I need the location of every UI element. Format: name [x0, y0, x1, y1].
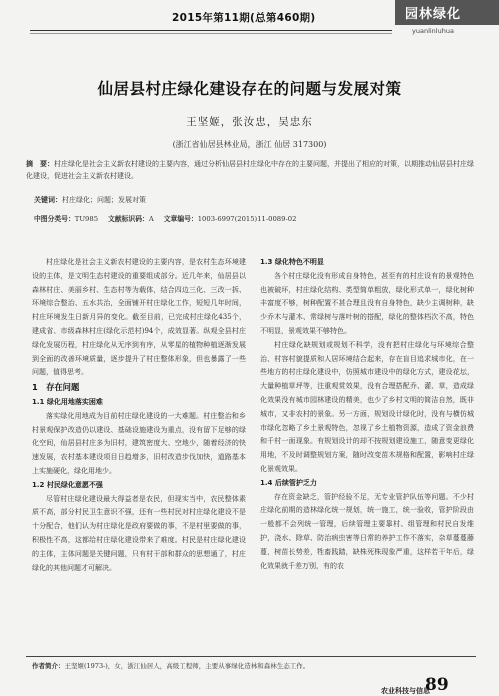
paragraph-1-3a: 各个村庄绿化没有形成自身特色，甚至有的村庄设有的景观特色也被破坏，村庄绿化结构、类型简单粗放，绿化形式单一，绿化树种丰富度不够，树种配置不甚合理且没有自身特色，缺少主调树种，缺少乔木与灌木、常绿树与落叶树的搭配，绿化的整体档次不高，特色不明显，景观效果不够特色。 [260, 271, 474, 335]
author-footnote [32, 661, 472, 670]
clc-value: TU985 [74, 215, 99, 223]
abstract-text: 村庄绿化是社会主义新农村建设的主要内容，通过分析仙居县村庄绿化中存在的主要问题，并提出了相应的对策，以期推动仙居县村庄绿化建设，促进社会主义新农村建设。 [26, 160, 474, 180]
doc-code-label: 文献标识码： [108, 215, 149, 223]
article-id-label: 文章编号： [163, 215, 198, 223]
footer-journal-name: 农业科技与信息 [381, 687, 430, 695]
subsection-heading-1-3: 1.3 绿化特色不明显 [260, 258, 324, 266]
article-title: 仙居县村庄绿化建设存在的问题与发展对策 [97, 79, 402, 98]
header-rule [30, 30, 392, 31]
section-heading-problems: 1 存在问题 [32, 382, 80, 393]
left-column [32, 256, 246, 575]
subsection-heading-1-2: 1.2 村民绿化意愿不强 [32, 480, 103, 489]
footnote-label: 作者简介： [32, 662, 65, 670]
paragraph-1-1: 落实绿化用地成为目前村庄绿化建设的一大难题。村庄整治和乡村景观保护改造仍以建设、基础设施建设为重点，没有留下足够的绿化空间，仙居县村庄多为旧村，建筑密度大、空地少，随着经济的快速发展，农村基本建设项目日趋增多，旧村改造步伐加快，道路基本上实施硬化，绿化用地少。 [32, 411, 246, 475]
journal-pinyin: yuanlinluhua [412, 27, 454, 35]
subsection-heading-1-4: 1.4 后续管护乏力 [260, 478, 317, 487]
paragraph-1-3b: 村庄绿化缺规划或规划不科学，没有把村庄绿化与环境综合整治、村容村貌提质和人居环境结合起来，存在盲目追求城市化，在一些地方的村庄绿化建设中，仿照城市建设中的绿化方式，建设花坛，大量种植草坪等，注重观赏效果，没有合理搭配乔、灌、草，造成绿化效果没有城市园林建设的精美，也少了乡村文明的简洁自然，既非城市，又非农村的景象。另一方面，规划设计绿化时，没有与横仿城市绿化忽略了乡土景观特色，忽视了乡土植物资源，造成了资金浪费和千村一面现象。有规划设计的却不按规划建设施工，随意变更绿化用地，不及时调整规划方案，随时改变苗木规格和配置，影响村庄绿化景观效果。 [260, 340, 474, 473]
footnote-text: 王坚姬(1973-)，女，浙江仙居人，高级工程师，主要从事绿化造林和森林生态工作。 [64, 662, 310, 670]
header-rule-thin [30, 33, 392, 34]
abstract-label: 摘 要： [26, 160, 54, 168]
subsection-heading-1-1: 1.1 绿化用地落实困难 [32, 397, 103, 406]
paragraph-1-4: 存在资金缺乏，管护经验不足，无专业管护队伍等问题。不少村庄绿化前期的造林绿化统一规划，统一施工，统一验收，管护阶段由一般都不会列统一管理，后续管理主要靠村、组管理和村民自发维护，浇水、除草、防治病虫害等日常的养护工作不落实，杂草蔓蔓藤蔓，树苗长势差，牲畜践踏，缺株死株现象严重，这样若干年后，绿化效果就千差万别，有的农 [260, 492, 474, 570]
article-authors: 王坚姬，张汝忠，吴忠东 [186, 116, 313, 128]
running-header [0, 0, 499, 42]
doc-code-value: A [148, 215, 154, 223]
author-affiliation: (浙江省仙居县林业局，浙江 仙居 317300) [172, 140, 327, 149]
paragraph-1-2: 尽管村庄绿化建设最大得益者是农民，但现实当中，农民整体素质不高，部分村民卫生意识不强，还有一些村民对村庄绿化建设不是十分配合，他们认为村庄绿化是政府要做的事，不是村里要做的事，积极性不高，这都给村庄绿化建设带来了难度。村民是村庄绿化建设的主体，主体问题是关键问题，只有村干部和群众的思想通了，村庄绿化的其他问题才可解决。 [32, 494, 246, 572]
footnote-rule [26, 656, 476, 657]
keywords [34, 195, 474, 205]
keywords-text: 村庄绿化；问题；发展对策 [62, 196, 146, 204]
abstract [26, 158, 476, 182]
clc-label: 中图分类号： [34, 215, 75, 223]
classification-line [34, 213, 474, 223]
right-column [260, 256, 474, 573]
keywords-label: 关键词： [34, 196, 62, 204]
page-number: 89 [425, 675, 449, 695]
intro-paragraph: 村庄绿化是社会主义新农村建设的主要内容，是农村生态环境建设的主体，是文明生态村建设的重要组成部分。近几年来，仙居县以森林村庄、美丽乡村、生态村等为载体，结合四边三化、三改一拆、环境综合整治、五水共治，全面铺开村庄绿化工作，短短几年时间，村庄环境发生日新月异的变化。截至目前，已完成村庄绿化435个，建成省、市级森林村庄(绿化示范村)94个，成效显著。纵观全县村庄绿化发展历程，村庄绿化从无序到有序，从零星的植物种植逐渐发展到全面的改善环境质量，逐步提升了村庄整体形象，但也暴露了一些问题，值得思考。 [32, 258, 246, 377]
issue-label: 2015年第11期(总第460期) [172, 12, 316, 24]
journal-name: 园林绿化 [405, 7, 462, 22]
article-id-value: 1003-6997(2015)11-0089-02 [197, 215, 297, 223]
